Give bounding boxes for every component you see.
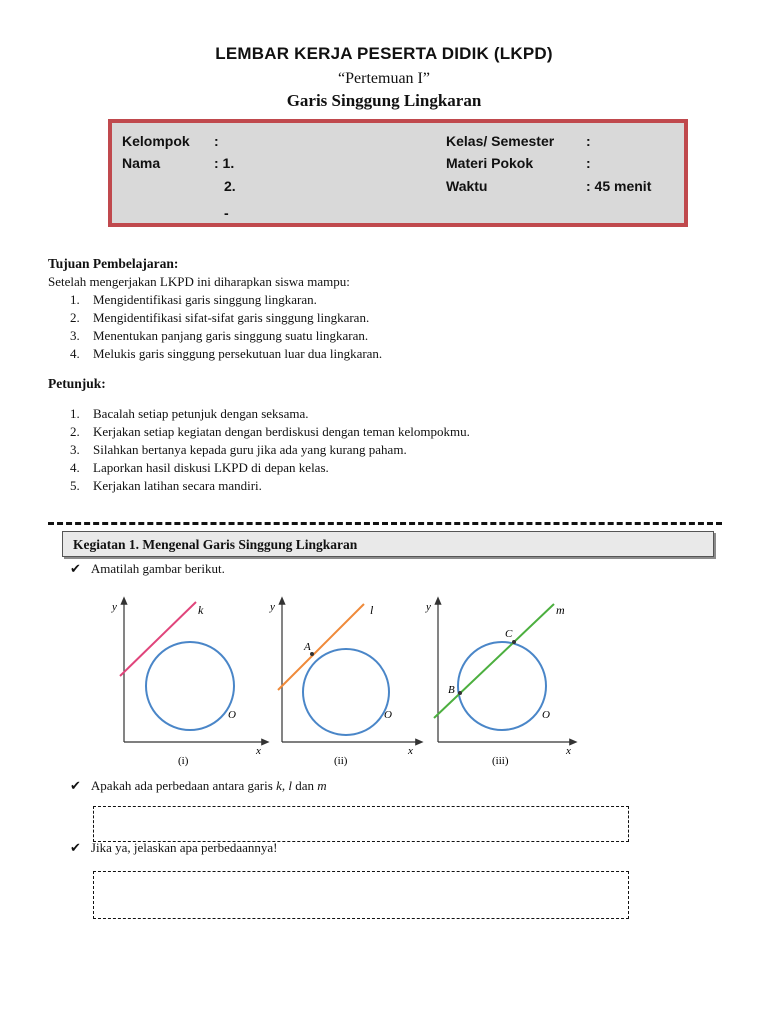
list-item — [70, 309, 382, 327]
list-text: Melukis garis singgung persekutuan luar dua lingkaran. — [93, 346, 383, 361]
list-item — [70, 405, 470, 423]
center-label: O — [542, 709, 550, 721]
list-number: 1. — [70, 406, 80, 421]
line-label-k: k — [198, 603, 204, 617]
objectives-heading: Tujuan Pembelajaran: — [48, 256, 179, 271]
materi-colon: : — [586, 155, 591, 171]
nama-entry-3: - — [224, 205, 229, 221]
point-label-c: C — [505, 628, 513, 640]
list-text: Mengidentifikasi garis singgung lingkaran. — [93, 292, 317, 307]
line-label-l: l — [370, 603, 374, 617]
list-number: 2. — [70, 424, 80, 439]
objectives-list — [70, 291, 382, 363]
caption-i: (i) — [178, 755, 189, 767]
section-divider — [48, 522, 722, 525]
check-icon: ✔ — [70, 779, 81, 794]
list-item — [70, 345, 382, 363]
y-label: y — [270, 601, 275, 613]
line-label-m: m — [556, 603, 565, 617]
list-text: Menentukan panjang garis singgung suatu lingkaran. — [93, 328, 369, 343]
meeting-label: “Pertemuan I” — [338, 70, 430, 87]
instructions-list — [70, 405, 470, 495]
center-label: O — [228, 709, 236, 721]
list-item — [70, 423, 470, 441]
y-label: y — [426, 601, 431, 613]
nama-entry-2: 2. — [224, 178, 236, 194]
followup-text: Jika ya, jelaskan apa perbedaannya! — [90, 840, 278, 855]
identity-box — [108, 119, 688, 227]
observe-instruction — [70, 561, 225, 577]
list-text: Kerjakan latihan secara mandiri. — [93, 478, 262, 493]
page-title: LEMBAR KERJA PESERTA DIDIK (LKPD) — [215, 44, 553, 63]
instructions-heading: Petunjuk: — [48, 376, 106, 391]
list-item — [70, 441, 470, 459]
list-number: 5. — [70, 478, 80, 493]
figure-ii — [269, 600, 420, 767]
intersection-point-b — [458, 691, 462, 695]
list-number: 4. — [70, 346, 80, 361]
circle — [146, 642, 234, 730]
figure-iii — [425, 600, 574, 767]
topic-title: Garis Singgung Lingkaran — [286, 91, 482, 110]
observe-text: Amatilah gambar berikut. — [90, 561, 225, 576]
y-label: y — [112, 601, 117, 613]
list-text: Mengidentifikasi sifat-sifat garis singgung lingkaran. — [93, 310, 370, 325]
figure-i — [111, 600, 266, 767]
list-number: 1. — [70, 292, 80, 307]
intersection-point-c — [512, 640, 516, 644]
line-k — [120, 602, 196, 676]
check-icon: ✔ — [70, 841, 81, 856]
var-k: k — [276, 778, 282, 793]
question-comma: , — [281, 778, 289, 793]
var-m: m — [317, 778, 327, 793]
list-number: 3. — [70, 328, 80, 343]
answer-box-2[interactable] — [93, 871, 629, 919]
kelompok-colon: : — [214, 133, 219, 149]
check-icon: ✔ — [70, 562, 81, 577]
objectives-intro: Setelah mengerjakan LKPD ini diharapkan siswa mampu: — [48, 274, 350, 289]
materi-label: Materi Pokok — [446, 155, 534, 171]
tangent-figures — [108, 592, 588, 768]
waktu-label: Waktu — [446, 178, 488, 194]
list-item — [70, 327, 382, 345]
line-l — [278, 604, 364, 690]
x-label: x — [256, 745, 261, 757]
answer-box-1[interactable] — [93, 806, 629, 842]
kelas-colon: : — [586, 133, 591, 149]
question-2 — [70, 840, 278, 856]
list-item — [70, 459, 470, 477]
list-number: 4. — [70, 460, 80, 475]
caption-ii: (ii) — [334, 755, 348, 767]
x-label: x — [566, 745, 571, 757]
list-text: Bacalah setiap petunjuk dengan seksama. — [93, 406, 309, 421]
nama-label: Nama — [122, 155, 161, 171]
x-label: x — [408, 745, 413, 757]
circle — [303, 649, 389, 735]
circle — [458, 642, 546, 730]
line-m — [434, 604, 554, 718]
list-item — [70, 291, 382, 309]
center-label: O — [384, 709, 392, 721]
list-item — [70, 477, 470, 495]
activity-title: Kegiatan 1. Mengenal Garis Singgung Lingkaran — [62, 531, 714, 557]
list-text: Laporkan hasil diskusi LKPD di depan kelas. — [93, 460, 329, 475]
list-number: 3. — [70, 442, 80, 457]
point-label-b: B — [448, 684, 455, 696]
nama-entry-1: : 1. — [214, 155, 235, 171]
waktu-value: : 45 menit — [586, 178, 652, 194]
kelompok-label: Kelompok — [122, 133, 190, 149]
question-1 — [70, 778, 327, 794]
list-text: Silahkan bertanya kepada guru jika ada yang kurang paham. — [93, 442, 407, 457]
kelas-label: Kelas/ Semester — [446, 133, 555, 149]
question-and: dan — [291, 778, 318, 793]
list-number: 2. — [70, 310, 80, 325]
var-l: l — [288, 778, 292, 793]
point-label-a: A — [304, 641, 311, 653]
caption-iii: (iii) — [492, 755, 509, 767]
list-text: Kerjakan setiap kegiatan dengan berdiskusi dengan teman kelompokmu. — [93, 424, 470, 439]
question-text: Apakah ada perbedaan antara garis — [90, 778, 277, 793]
